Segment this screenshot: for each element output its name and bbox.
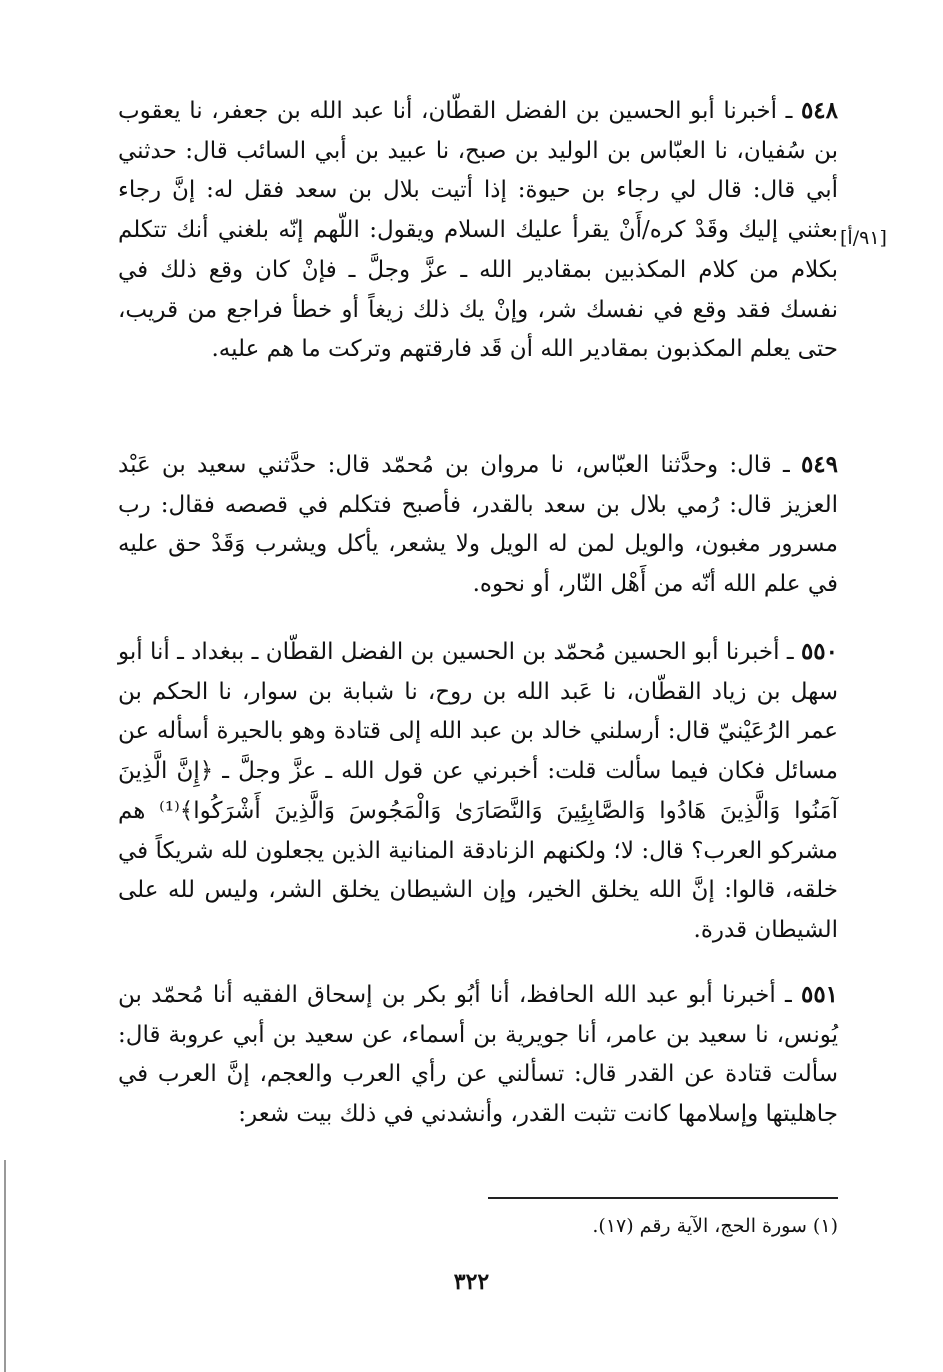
paragraph-number: ٥٥١ [800, 981, 839, 1008]
paragraph-text: أخبرنا أبو الحسين بن الفضل القطّان، أنا عبد الله بن جعفر، نا يعقوب بن سُفيان، نا العبّاس بن الوليد بن صبح، نا عبيد بن أبي السائب قال: حدثني أبي قال: قال لي رجاء بن حيوة: إذا أتيت بلال بن سعد فقل له: إنَّ رجاء بعثني إليك وقَدْ كره/أَنْ يقرأ عليك السلام ويقول: اللّهم إنّه بلغني أنك تتكلم بكلام من كلام المكذبين بمقادير الله ـ عزَّ وجلَّ ـ فإنْ كان وقع ذلك في نفسك فقد وقع في نفسك شر، وإنْ يك ذلك زيغاً أو خطأ فراجع من قريب، حتى يعلم المكذبون بمقادير الله أن قَد فارقتهم وتركت ما هم عليه. [118, 98, 838, 363]
paragraph-text: قال: وحدَّثنا العبّاس، نا مروان بن مُحمّد قال: حدَّثني سعيد بن عَبْد العزيز قال: رُمي بلال بن سعد بالقدر، فأصبح فتكلم في قصصه فقال: رب مسرور مغبون، والويل لمن له الويل ولا يشعر، يأكل ويشرب وَقَدْ حق عليه في علم الله أنّه من أَهْل النّار، أو نحوه. [118, 452, 838, 598]
footnote: (١) سورة الحج، الآية رقم (١٧). [592, 1215, 838, 1237]
hadith-paragraph-548 [118, 91, 838, 370]
paragraph-text: أخبرنا أبو عبد الله الحافظ، أنا أبُو بكر بن إسحاق الفقيه أنا مُحمّد بن يُونس، نا سعيد بن عامر، أنا جويرية بن أسماء، عن سعيد بن أبي عروبة قال: سألت قتادة عن القدر قال: تسألني عن رأي العرب والعجم، إنَّ العرب في جاهليتها وإسلامها كانت تثبت القدر، وأنشدني في ذلك بيت شعر: [118, 982, 838, 1128]
manuscript-folio-reference: [٩١/أ] [840, 227, 887, 249]
footnote-divider [488, 1197, 838, 1199]
hadith-paragraph-549 [118, 445, 838, 605]
paragraph-number: ٥٥٠ [800, 638, 839, 665]
paragraph-separator: ـ [784, 982, 792, 1008]
binding-edge-line [4, 1160, 6, 1372]
paragraph-separator: ـ [786, 639, 794, 665]
paragraph-separator: ـ [785, 98, 793, 124]
hadith-paragraph-550 [118, 632, 838, 951]
hadith-paragraph-551 [118, 975, 838, 1135]
paragraph-number: ٥٤٩ [800, 451, 839, 478]
paragraph-number: ٥٤٨ [800, 97, 839, 124]
paragraph-separator: ـ [783, 452, 790, 478]
paragraph-text: أخبرنا أبو الحسين مُحمّد بن الحسين بن الفضل القطّان ـ ببغداد ـ أنا أبو سهل بن زياد القطّان، نا عَبد الله بن روح، نا شبابة بن سوار، نا الحكم بن عمر الرُعَيْنيّ قال: أرسلني خالد بن عبد الله إلى قتادة وهو بالحيرة أسأله عن مسائل فكان فيما سألت قلت: أخبرني عن قول الله ـ عزَّ وجلَّ ـ ﴿إِنَّ الَّذِينَ آمَنُوا وَالَّذِينَ هَادُوا وَالصَّابِئِينَ وَالنَّصَارَىٰ وَالْمَجُوسَ وَالَّذِينَ أَشْرَكُوا﴾⁽¹⁾ هم مشركو العرب؟ قال: لا؛ ولكنهم الزنادقة المنانية الذين يجعلون لله شريكاً في خلقه، قالوا: إنَّ الله يخلق الخير، وإن الشيطان يخلق الشر، وليس لله على الشيطان قدرة. [118, 639, 839, 943]
page-number: ٣٢٢ [453, 1269, 490, 1295]
